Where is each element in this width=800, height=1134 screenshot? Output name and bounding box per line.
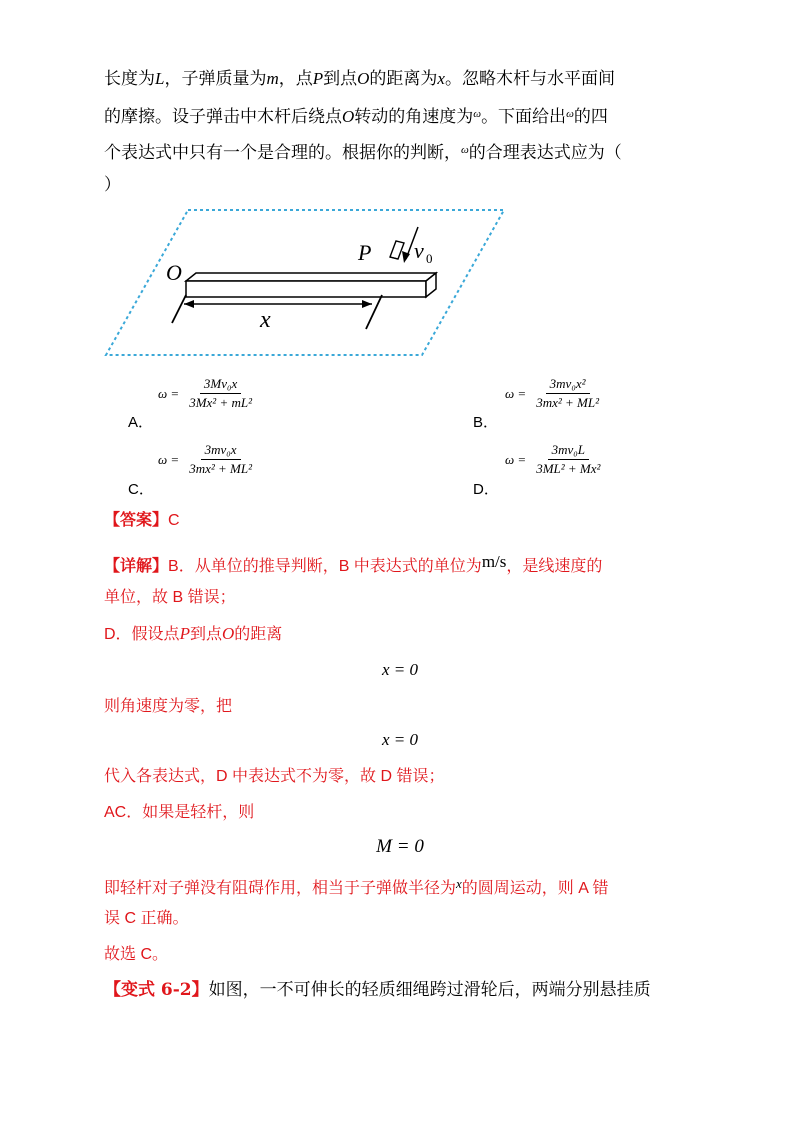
explain-line-5: 代入各表达式，D 中表达式不为零，故 D 错误； <box>104 768 445 785</box>
option-A-letter: A． <box>128 414 154 431</box>
option-C-letter: C． <box>128 481 154 498</box>
equation-2: x = 0 <box>381 730 419 749</box>
intro-line-2: 的摩擦。设子弹击中木杆后绕点O转动的角速度为$^\omega$。下面给出$^\omega$的四 <box>104 107 608 127</box>
intro-line-3: 个表达式中只有一个是合理的。根据你的判断，$^\omega$的合理表达式应为（ <box>104 143 622 163</box>
option-A-denominator: 3Mx² + mL² <box>189 395 252 410</box>
bullet <box>390 241 404 259</box>
next-question-line: 【变式 6-2】如图，一不可伸长的轻质细绳跨过滑轮后，两端分别悬挂质 <box>104 980 651 1000</box>
option-B-numerator: 3mv₀x² <box>546 376 590 394</box>
explain-line-9: 故选 C。 <box>104 946 169 963</box>
answer-line: 【答案】C <box>104 512 180 529</box>
option-A-numerator: 3Mv₀x <box>200 376 241 394</box>
explain-line-4: 则角速度为零，把 <box>104 698 233 715</box>
option-B-formula: ω = $\frac{\text{3mv₀x²}}{\text{3mx² + ML²}}$ <box>505 376 603 411</box>
option-B-letter: B． <box>473 414 499 431</box>
option-D-numerator: 3mv₀L <box>548 442 589 460</box>
explain-line-2: 单位，故 B 错误； <box>104 589 236 606</box>
rod-figure <box>100 205 510 360</box>
label-x: x <box>260 307 271 333</box>
intro-line-1: 长度为L，子弹质量为m，点P到点O的距离为x。忽略木杆与水平面间 <box>104 69 615 89</box>
option-D-letter: D． <box>473 481 499 498</box>
explain-line-3: D．假设点P到点O的距离 <box>104 624 283 643</box>
option-C-formula: ω = $\frac{\text{3mv₀x}}{\text{3mx² + ML²}}$ <box>158 442 256 477</box>
next-question-tag: 【变式 6-2】 <box>104 980 209 1000</box>
option-C-denominator: 3mx² + ML² <box>189 461 252 476</box>
option-C-numerator: 3mv₀x <box>201 442 241 460</box>
equation-1: x = 0 <box>381 660 419 679</box>
option-D-denominator: 3ML² + Mx² <box>536 461 601 476</box>
explain-line-6: AC．如果是轻杆，则 <box>104 804 255 821</box>
explain-line-7: 即轻杆对子弹没有阻碍作用，相当于子弹做半径为$^x$的圆周运动，则 A 错 <box>104 876 609 897</box>
intro-line-4: ） <box>104 175 121 195</box>
explain-line-1: 【详解】B．从单位的推导判断，B 中表达式的单位为m/s，是线速度的 <box>104 552 603 575</box>
label-v0: v <box>414 238 424 263</box>
option-B-denominator: 3mx² + ML² <box>536 395 599 410</box>
wooden-rod <box>186 273 436 297</box>
label-v0-sub: 0 <box>426 251 433 266</box>
option-A-formula: ω = $\frac{\text{3Mv₀x}}{\text{3Mx² + mL²}}$ <box>158 376 256 411</box>
option-D-formula: ω = $\frac{\text{3mv₀L}}{\text{3ML² + Mx²}}$ <box>505 442 604 477</box>
label-O: O <box>166 260 182 285</box>
equation-3: M = 0 <box>376 836 424 857</box>
label-P: P <box>358 240 372 265</box>
explain-line-8: 误 C 正确。 <box>104 910 189 927</box>
